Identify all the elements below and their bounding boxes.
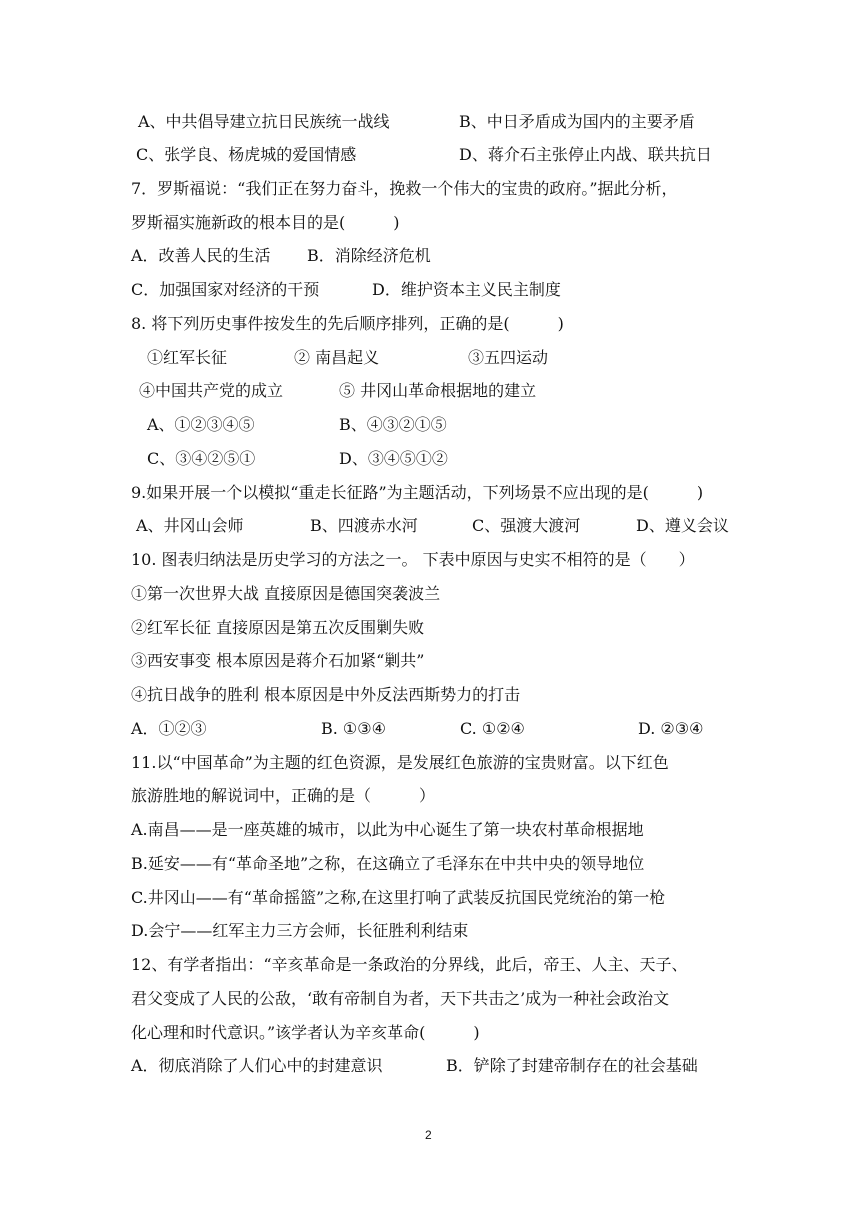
q8-option-c: C、③④②⑤① xyxy=(147,449,256,468)
q7-option-a: A．改善人民的生活 xyxy=(131,246,271,265)
q9-stem: 9.如果开展一个以模拟“重走长征路”为主题活动，下列场景不应出现的是( ) xyxy=(131,483,704,502)
q10-option-b: B. ①③④ xyxy=(321,719,386,738)
q7-option-d: D．维护资本主义民主制度 xyxy=(372,280,561,299)
q12-stem-line1: 12、有学者指出：“辛亥革命是一条政治的分界线，此后，帝王、人主、天子、 xyxy=(131,955,688,974)
q10-row-2: ②红军长征 直接原因是第五次反围剿失败 xyxy=(131,618,425,637)
q8-option-d: D、③④⑤①② xyxy=(339,449,448,468)
q9-option-b: B、四渡赤水河 xyxy=(310,516,418,535)
q7-option-c: C．加强国家对经济的干预 xyxy=(131,280,320,299)
q6-option-a: A、中共倡导建立抗日民族统一战线 xyxy=(138,112,390,131)
q11-stem-line1: 11.以“中国革命”为主题的红色资源，是发展红色旅游的宝贵财富。以下红色 xyxy=(131,753,669,772)
q11-option-b: B.延安——有“革命圣地”之称，在这确立了毛泽东在中共中央的领导地位 xyxy=(131,854,645,873)
q10-row-1: ①第一次世界大战 直接原因是德国突袭波兰 xyxy=(131,584,441,603)
q7-stem-line2: 罗斯福实施新政的根本目的是( ) xyxy=(131,213,400,232)
q10-stem: 10. 图表归纳法是历史学习的方法之一。 下表中原因与史实不相符的是（ ） xyxy=(131,550,695,569)
q7-option-b: B．消除经济危机 xyxy=(307,246,431,265)
q12-option-b: B．铲除了封建帝制存在的社会基础 xyxy=(446,1056,698,1075)
q10-option-d: D. ②③④ xyxy=(638,719,704,738)
q9-option-c: C、强渡大渡河 xyxy=(472,516,581,535)
q10-row-4: ④抗日战争的胜利 根本原因是中外反法西斯势力的打击 xyxy=(131,685,521,704)
q8-event-5: ⑤ 井冈山革命根据地的建立 xyxy=(339,381,537,400)
q8-event-3: ③五四运动 xyxy=(468,348,549,367)
q8-event-2: ② 南昌起义 xyxy=(294,348,380,367)
q8-event-4: ④中国共产党的成立 xyxy=(139,381,284,400)
page-number: 2 xyxy=(425,1128,432,1142)
q6-option-d: D、蒋介石主张停止内战、联共抗日 xyxy=(459,145,712,164)
q7-stem-line1: 7．罗斯福说：“我们正在努力奋斗，挽救一个伟大的宝贵的政府。”据此分析， xyxy=(131,179,678,198)
q11-option-d: D.会宁——红军主力三方会师，长征胜利利结束 xyxy=(131,921,469,940)
q8-stem: 8. 将下列历史事件按发生的先后顺序排列，正确的是( ) xyxy=(131,314,564,333)
q11-stem-line2: 旅游胜地的解说词中，正确的是（ ） xyxy=(131,786,436,805)
q10-option-c: C. ①②④ xyxy=(460,719,525,738)
q8-option-b: B、④③②①⑤ xyxy=(339,415,447,434)
q6-option-c: C、张学良、杨虎城的爱国情感 xyxy=(136,145,357,164)
q8-event-1: ①红军长征 xyxy=(147,348,228,367)
q9-option-d: D、遵义会议 xyxy=(636,516,729,535)
q12-stem-line2: 君父变成了人民的公敌，‘敢有帝制自为者，天下共击之’成为一种社会政治文 xyxy=(131,989,670,1008)
q11-option-c: C.井冈山——有“革命摇篮”之称,在这里打响了武装反抗国民党统治的第一枪 xyxy=(131,888,666,907)
q10-row-3: ③西安事变 根本原因是蒋介石加紧“剿共” xyxy=(131,651,425,670)
q10-option-a: A．①②③ xyxy=(131,719,207,738)
q12-option-a: A．彻底消除了人们心中的封建意识 xyxy=(131,1056,383,1075)
q6-option-b: B、中日矛盾成为国内的主要矛盾 xyxy=(459,112,695,131)
q12-stem-line3: 化心理和时代意识。”该学者认为辛亥革命( ) xyxy=(131,1023,480,1042)
q11-option-a: A.南昌——是一座英雄的城市，以此为中心诞生了第一块农村革命根据地 xyxy=(131,820,644,839)
q9-option-a: A、井冈山会师 xyxy=(136,516,244,535)
q8-option-a: A、①②③④⑤ xyxy=(147,415,255,434)
